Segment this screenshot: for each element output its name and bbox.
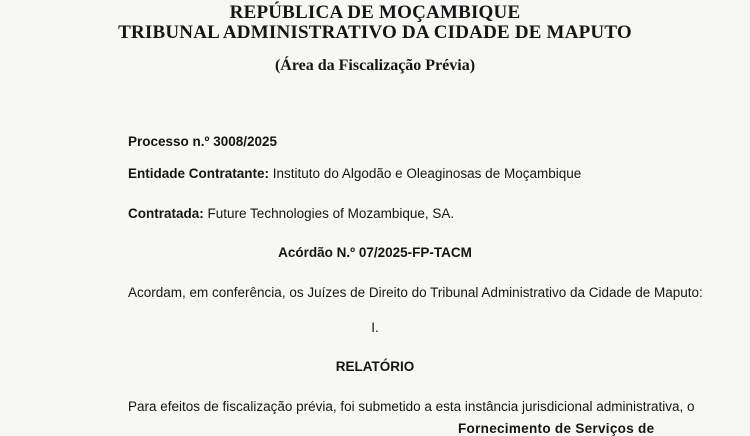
ruling-title: Acórdão N.º 07/2025-FP-TACM	[278, 245, 472, 260]
contracting-entity-line	[128, 166, 581, 181]
contractor-line	[128, 206, 454, 221]
country-heading: REPÚBLICA DE MOÇAMBIQUE	[229, 2, 521, 23]
court-heading: TRIBUNAL ADMINISTRATIVO DA CIDADE DE MAPUTO	[118, 22, 632, 43]
section-title: RELATÓRIO	[335, 359, 415, 374]
contractor-label: Contratada:	[128, 206, 204, 221]
paragraph-line: Para efeitos de fiscalização prévia, foi submetido a esta instância jurisdicional administrativa, o	[128, 399, 695, 414]
contractor-value: Future Technologies of Mozambique, SA.	[207, 206, 455, 221]
contracting-entity-value: Instituto do Algodão e Oleaginosas de Moçambique	[272, 166, 582, 181]
process-number: Processo n.º 3008/2025	[128, 134, 278, 149]
paragraph-line-partial	[128, 421, 654, 436]
intro-text: Acordam, em conferência, os Juízes de Direito do Tribunal Administrativo da Cidade de Maputo:	[128, 285, 703, 300]
contracting-entity-label: Entidade Contratante:	[128, 166, 270, 181]
section-numeral: I.	[371, 320, 379, 335]
paragraph-line-partial-tail: Fornecimento de Serviços de	[458, 421, 655, 436]
area-subheading: (Área da Fiscalização Prévia)	[274, 57, 476, 74]
